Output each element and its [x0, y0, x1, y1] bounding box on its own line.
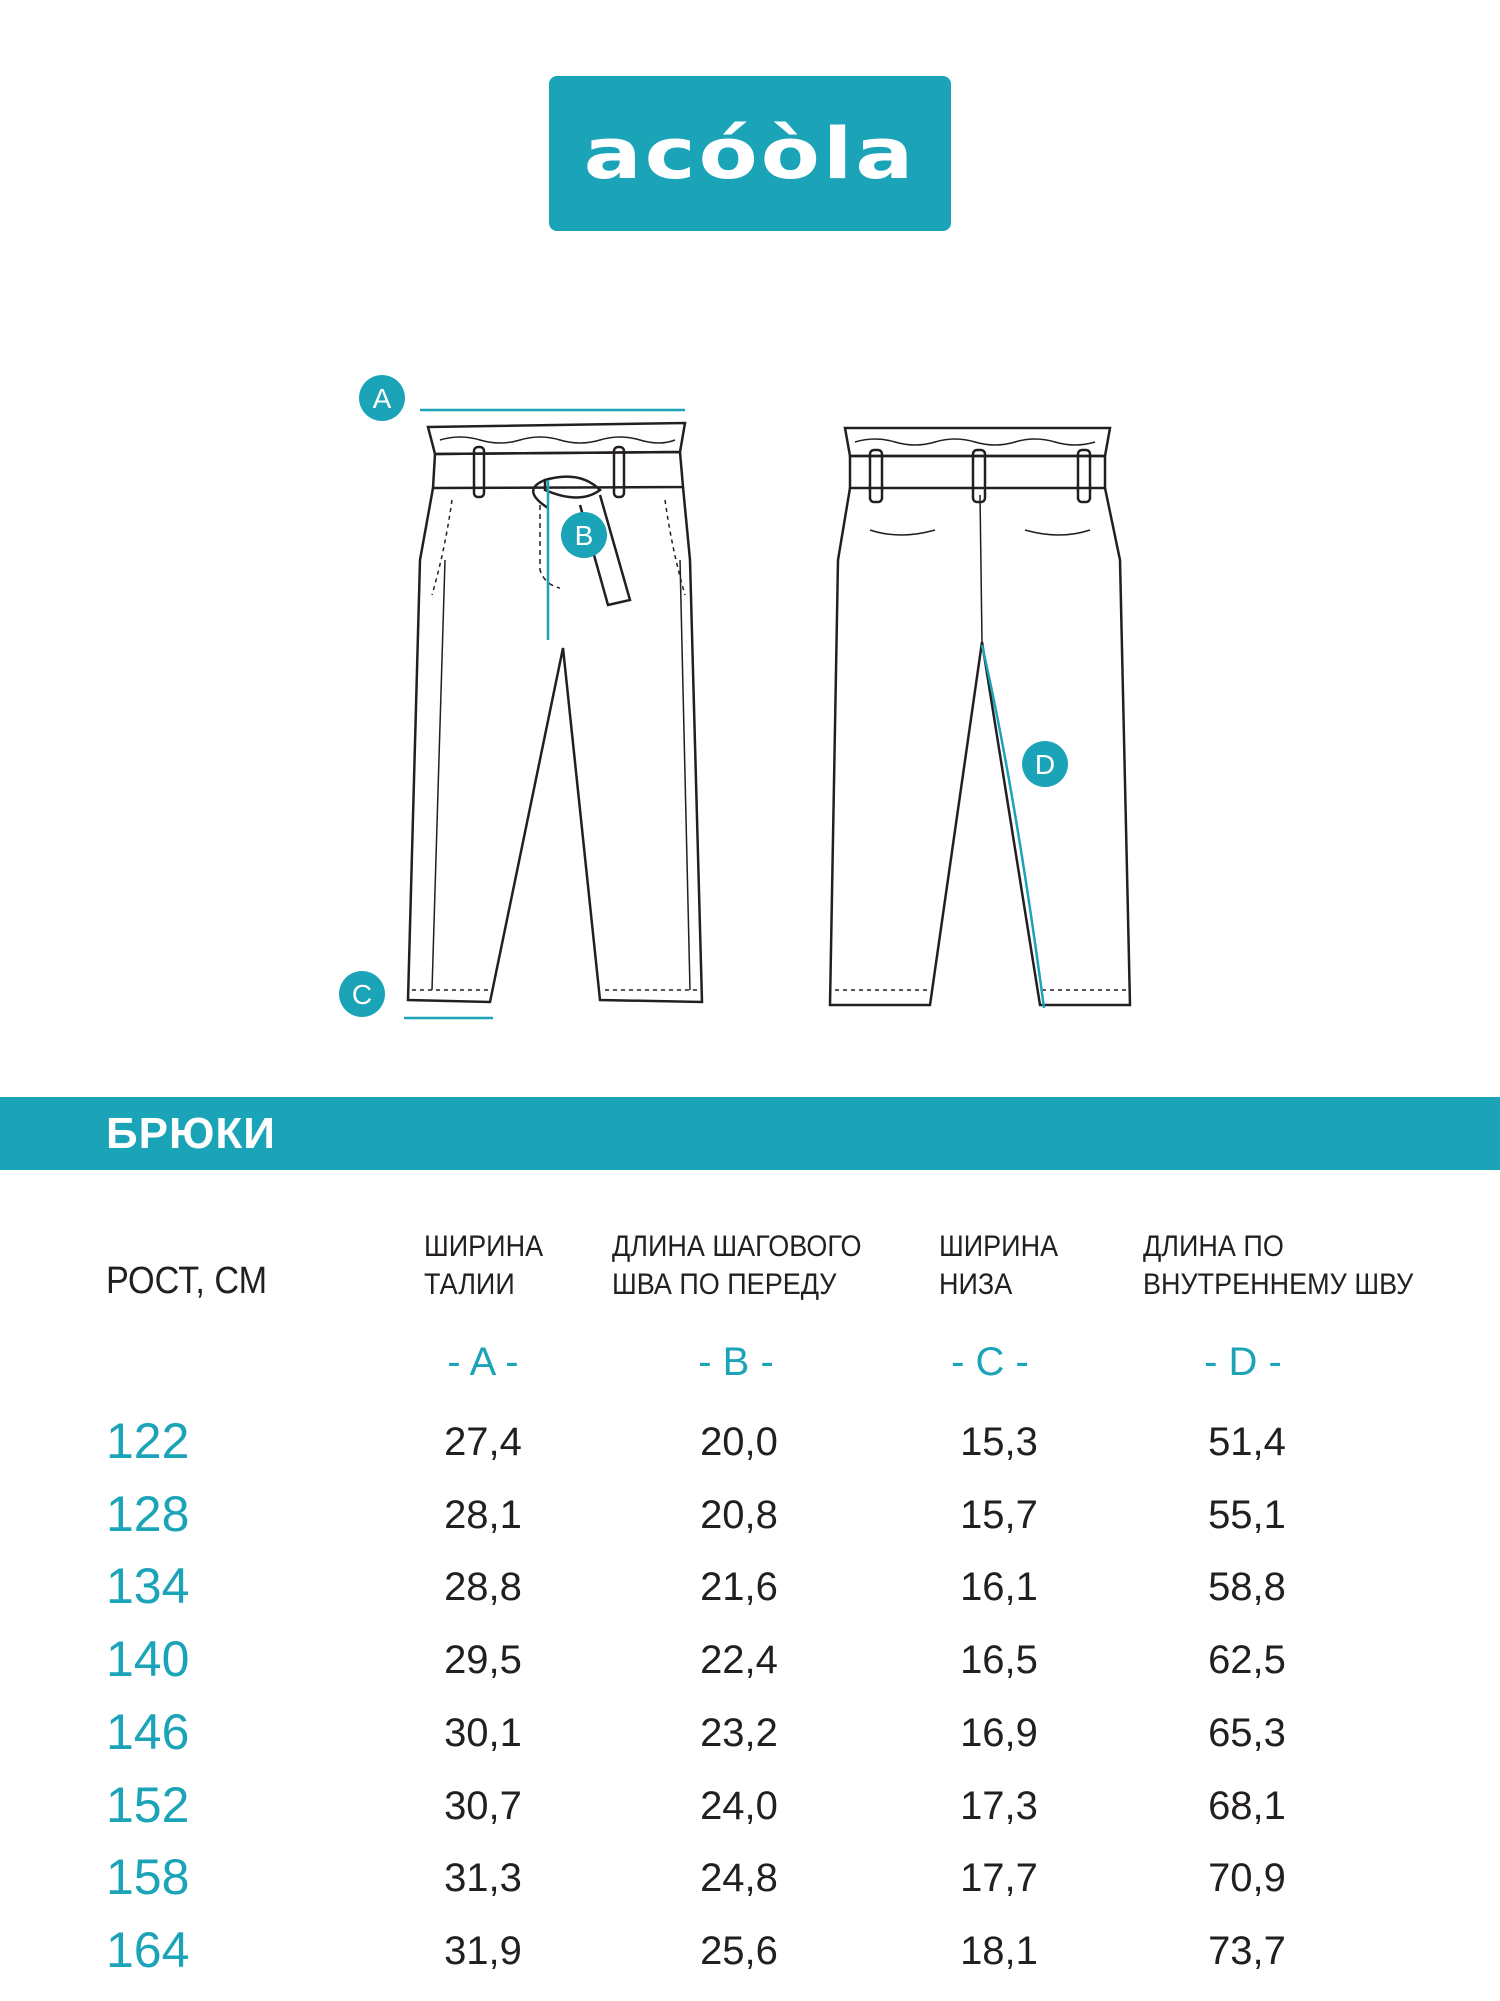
cell-rost: 158	[106, 1849, 190, 1906]
section-title: БРЮКИ	[106, 1109, 276, 1158]
cell-a: 27,4	[444, 1420, 522, 1464]
column-header-b	[612, 1228, 862, 1304]
column-letter-c: - C -	[951, 1340, 1029, 1384]
column-header-line: ШВА ПО ПЕРЕДУ	[612, 1268, 837, 1301]
cell-c: 17,3	[960, 1783, 1038, 1828]
cell-d: 68,1	[1208, 1783, 1286, 1828]
table-row	[0, 1703, 1500, 1783]
marker-a	[359, 375, 405, 421]
cell-b: 20,8	[700, 1492, 778, 1537]
cell-a: 28,1	[444, 1492, 522, 1537]
cell-b: 24,0	[700, 1783, 778, 1828]
cell-b: 24,8	[700, 1856, 778, 1901]
column-letter-b: - B -	[698, 1340, 774, 1384]
marker-d-label: D	[1034, 749, 1056, 780]
column-header-line: ДЛИНА ШАГОВОГО	[612, 1230, 862, 1263]
column-header-line: ТАЛИИ	[424, 1268, 515, 1301]
cell-a: 30,7	[444, 1783, 522, 1828]
column-letter-d: - D -	[1204, 1340, 1282, 1384]
table-row	[0, 1776, 1500, 1856]
column-header-line: ШИРИНА	[939, 1230, 1059, 1263]
column-header-rost	[106, 1262, 267, 1300]
table-row	[0, 1849, 1500, 1928]
cell-a: 31,3	[444, 1856, 522, 1901]
cell-d: 51,4	[1208, 1420, 1286, 1464]
brand-logo	[549, 76, 951, 231]
cell-a: 31,9	[444, 1928, 522, 1973]
section-banner	[0, 1097, 1500, 1170]
cell-rost: 128	[106, 1485, 190, 1542]
table-row	[0, 1413, 1500, 1492]
cell-rost: 134	[106, 1558, 190, 1615]
marker-c-label: C	[351, 979, 373, 1010]
marker-d	[1022, 741, 1068, 787]
cell-b: 23,2	[700, 1710, 778, 1755]
cell-b: 25,6	[700, 1928, 778, 1973]
cell-a: 30,1	[444, 1710, 522, 1755]
cell-b: 20,0	[700, 1420, 778, 1464]
cell-c: 16,9	[960, 1710, 1038, 1755]
cell-rost: 140	[106, 1631, 190, 1688]
cell-rost: 146	[106, 1703, 190, 1760]
marker-b	[561, 512, 607, 558]
cell-b: 22,4	[700, 1638, 778, 1683]
column-header-c	[939, 1228, 1058, 1304]
cell-d: 65,3	[1208, 1710, 1286, 1755]
marker-a-label: A	[372, 383, 392, 414]
pants-front-view	[408, 423, 702, 1002]
cell-d: 55,1	[1208, 1492, 1286, 1537]
cell-a: 28,8	[444, 1565, 522, 1610]
table-row	[0, 1485, 1500, 1565]
column-header-line: НИЗА	[939, 1268, 1013, 1301]
column-header-line: ДЛИНА ПО	[1143, 1230, 1284, 1263]
cell-c: 17,7	[960, 1856, 1038, 1901]
cell-d: 62,5	[1208, 1638, 1286, 1683]
marker-b-label: B	[574, 520, 594, 551]
cell-rost: 122	[106, 1413, 190, 1469]
column-letter-a: - A -	[447, 1340, 519, 1384]
cell-c: 15,3	[960, 1420, 1038, 1464]
table-row	[0, 1631, 1500, 1710]
column-header-a	[424, 1228, 543, 1304]
cell-b: 21,6	[700, 1565, 778, 1610]
cell-a: 29,5	[444, 1638, 522, 1683]
column-header-line: ШИРИНА	[424, 1230, 544, 1263]
table-row	[0, 1921, 1500, 2001]
marker-c	[339, 971, 385, 1017]
cell-c: 15,7	[960, 1492, 1038, 1537]
cell-c: 18,1	[960, 1928, 1038, 1973]
cell-d: 58,8	[1208, 1565, 1286, 1610]
table-row	[0, 1558, 1500, 1637]
cell-c: 16,1	[960, 1565, 1038, 1610]
cell-rost: 152	[106, 1776, 190, 1833]
brand-logo-text: acóòla	[583, 112, 917, 195]
column-header-d	[1143, 1228, 1413, 1304]
pants-technical-drawing	[0, 330, 1500, 1050]
column-header-line: ВНУТРЕННЕМУ ШВУ	[1143, 1268, 1414, 1301]
cell-c: 16,5	[960, 1638, 1038, 1683]
pants-back-view	[830, 428, 1130, 1005]
cell-rost: 164	[106, 1921, 190, 1978]
cell-d: 70,9	[1208, 1856, 1286, 1901]
column-header-line: РОСТ, СМ	[106, 1260, 268, 1302]
cell-d: 73,7	[1208, 1928, 1286, 1973]
